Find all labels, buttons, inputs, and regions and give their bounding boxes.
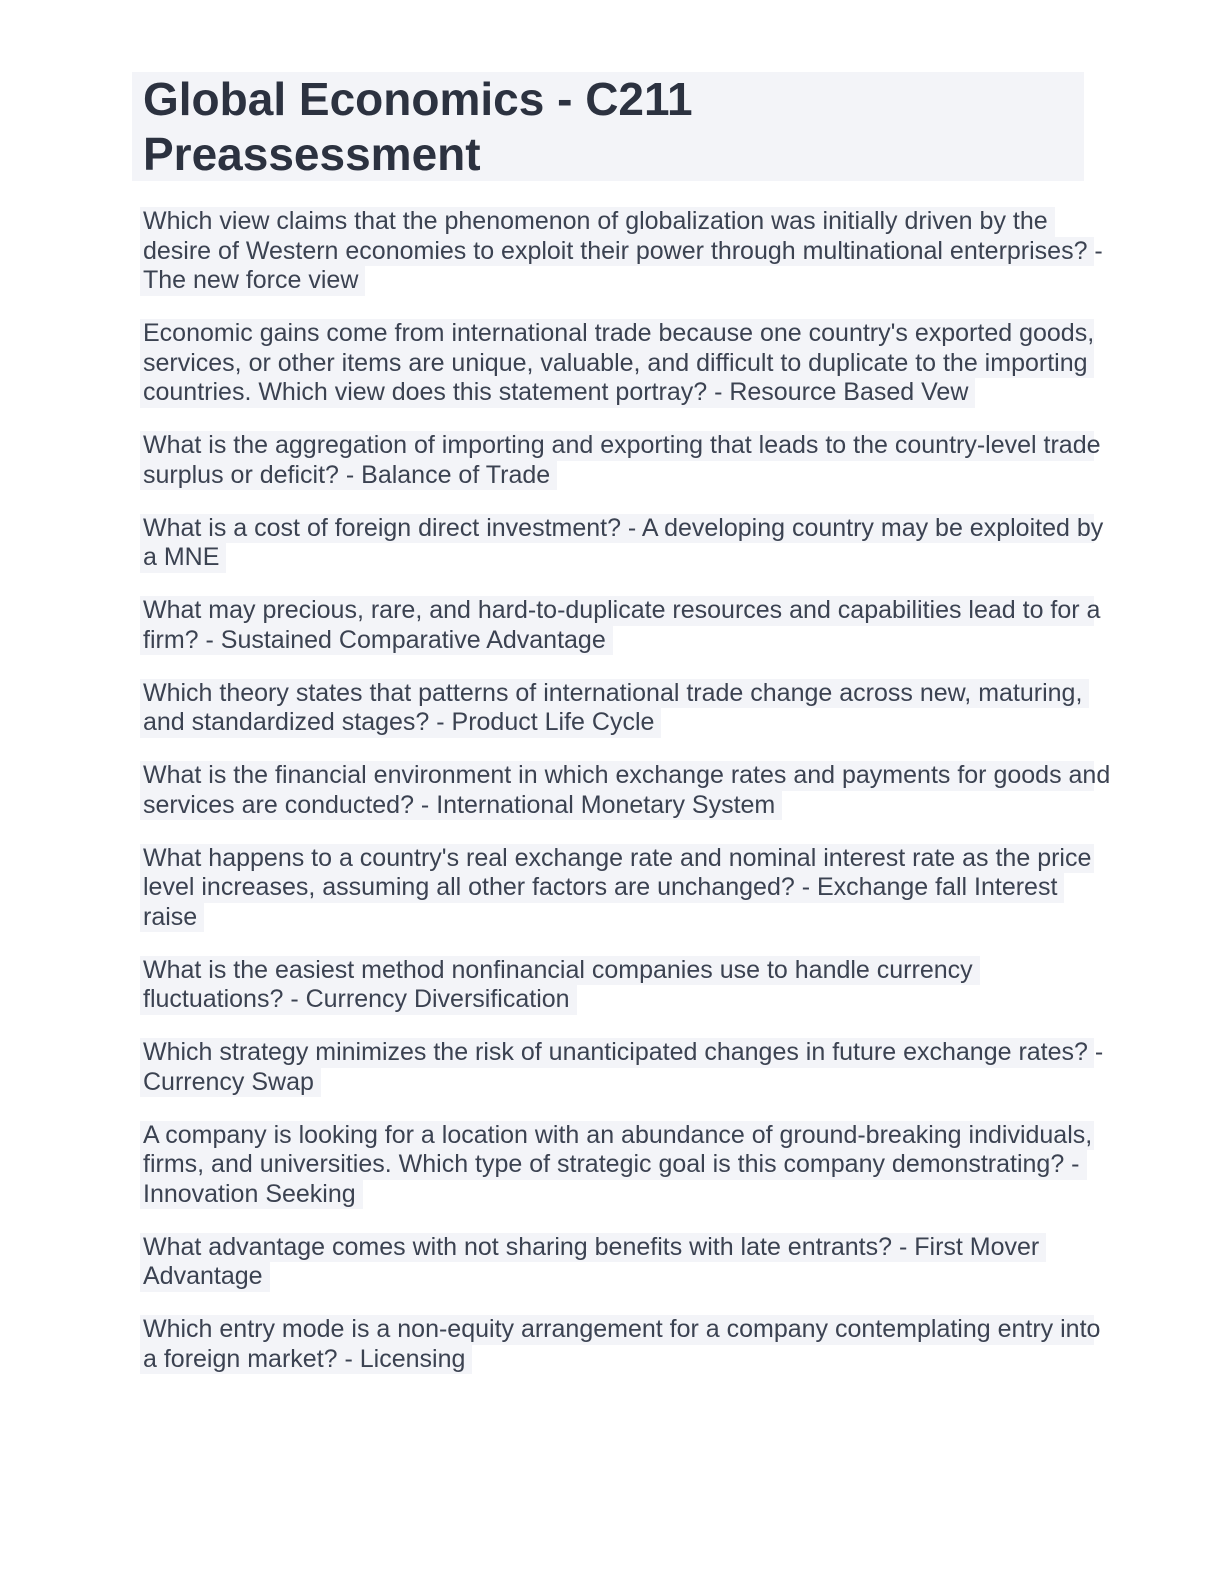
question-line: Economic gains come from international trade because one country's exported goods, [140,319,1094,349]
question-line: desire of Western economies to exploit their power through multinational enterprises? - [140,237,1094,267]
question-line: firm? - Sustained Comparative Advantage [140,626,613,656]
question-line: Which entry mode is a non-equity arrangement for a company contemplating entry into [140,1315,1094,1345]
question-item [140,207,1103,296]
question-line: surplus or deficit? - Balance of Trade [140,461,557,491]
question-line: A company is looking for a location with an abundance of ground-breaking individuals, [140,1121,1094,1151]
question-line: What is the aggregation of importing and exporting that leads to the country-level trade [140,431,1094,461]
question-item [140,1038,1104,1097]
question-line: a foreign market? - Licensing [140,1345,472,1375]
question-line: What may precious, rare, and hard-to-duplicate resources and capabilities lead to for a [140,596,1094,626]
question-item [140,1233,1084,1292]
question-line: countries. Which view does this statement portray? - Resource Based Vew [140,378,975,408]
question-line: What is the financial environment in which exchange rates and payments for goods and [140,761,1094,791]
question-line: What is the easiest method nonfinancial companies use to handle currency [140,956,980,986]
question-line: Which view claims that the phenomenon of globalization was initially driven by the [140,207,1055,237]
question-item [140,596,1101,655]
question-item [140,1120,1093,1210]
question-line: raise [140,903,204,933]
question-line: services, or other items are unique, valuable, and difficult to duplicate to the importing [140,349,1094,379]
question-item [140,843,1092,933]
question-line: What advantage comes with not sharing benefits with late entrants? - First Mover [140,1233,1046,1263]
question-item [140,679,1084,738]
question-line: What is a cost of foreign direct investment? - A developing country may be exploited by [140,514,1094,544]
question-line: The new force view [140,266,365,296]
question-item [140,761,1111,820]
document-title [132,72,1084,181]
question-item [140,319,1095,408]
question-item [140,431,1101,490]
document-content [132,72,1111,1374]
question-item [140,1315,1101,1374]
question-line: Which theory states that patterns of international trade change across new, maturing, [140,679,1089,709]
question-line: a MNE [140,543,226,573]
question-line: Currency Swap [140,1068,321,1098]
question-item [140,513,1104,573]
question-line: Innovation Seeking [140,1180,363,1210]
question-line: Advantage [140,1262,270,1292]
document-title-line: Preassessment [143,127,481,180]
questions-list [140,207,1111,1374]
question-line: firms, and universities. Which type of strategic goal is this company demonstrating? - [140,1150,1087,1180]
question-line: services are conducted? - International Monetary System [140,791,782,821]
question-line: Which strategy minimizes the risk of unanticipated changes in future exchange rates? - [140,1038,1094,1068]
question-line: level increases, assuming all other factors are unchanged? - Exchange fall Interest [140,873,1064,903]
question-line: and standardized stages? - Product Life Cycle [140,708,661,738]
question-item [140,956,1084,1015]
question-line: What happens to a country's real exchange rate and nominal interest rate as the price [140,844,1094,874]
question-line: fluctuations? - Currency Diversification [140,985,577,1015]
document-title-line: Global Economics - C211 [143,73,693,125]
